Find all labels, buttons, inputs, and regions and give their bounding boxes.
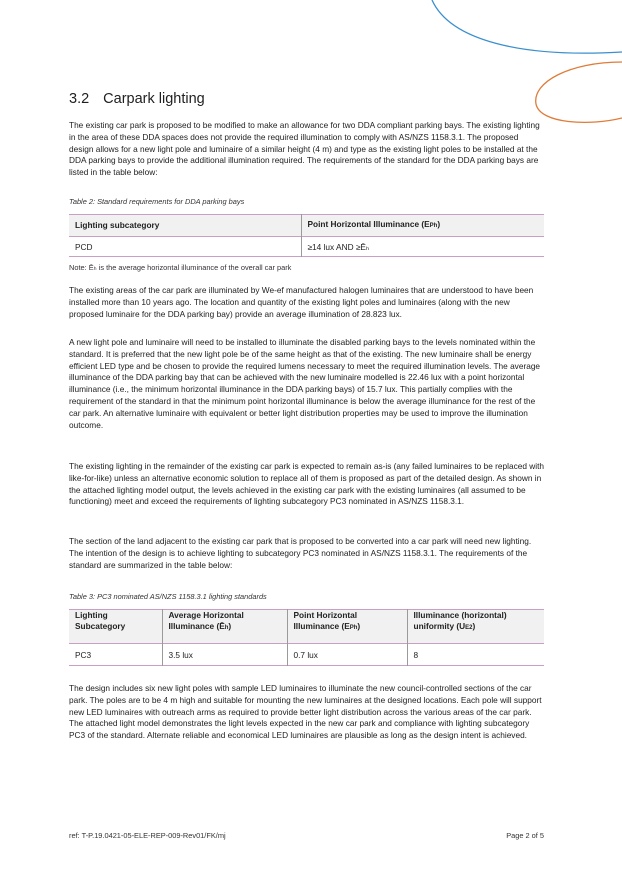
table2-header-point-illuminance: Point Horizontal Illuminance (EPh): [301, 215, 544, 237]
blue-arc: [432, 0, 622, 53]
paragraph-remainder: The existing lighting in the remainder of the existing car park is expected to remain as-is (any failed luminaires to be replaced with like-for-like) unless an alternative economic solution to replace all of them is proposed as part of the detailed design. As shown in the attached lighting model output, the levels achieved in the existing car park with the existing luminaires (all assumed to be functioning) meet and exceed the requirements of lighting subcategory PC3 nominated in AS/NZS 1158.3.1.: [69, 461, 545, 507]
table2-cell-illuminance: ≥14 lux AND ≥Ēₕ: [307, 241, 370, 252]
paragraph-new-light-pole: A new light pole and luminaire will need to be installed to illuminate the disabled parking bays to the levels nominated within the standard. It is preferred that the new light pole be of the same height as that of the existing. The new luminaire shall be energy efficient LED type and be chosen to provide the required lumens necessary to meet the required illumination levels. The average illuminance of the DDA parking bay that can be achieved with the new luminaire modelled is 22.46 lux with a point horizontal illuminance (i.e., the minimum horizontal illuminance in the DDA parking bays) of 15.7 lux. This partially complies with the requirement of the standard in that the minimum point horizontal illuminance is below the average illuminance for the rest of the car park. An alternative luminaire with equivalent or better light distribution properties may be used to improve the illumination outcome.: [69, 337, 541, 430]
table3-header-average-illuminance: Average Horizontal Illuminance (Ēh): [162, 610, 287, 644]
table3-cell-point: 0.7 lux: [287, 644, 407, 666]
table2-cell-subcategory: PCD: [69, 237, 301, 257]
table3-cell-subcategory: PC3: [69, 644, 162, 666]
paragraph-adjacent-land: The section of the land adjacent to the existing car park that is proposed to be converted into a car park will need new lighting. The intention of the design is to achieve lighting to subcategory PC3 nominated in AS/NZS 1158.3.1. The requirements of the standard are summarized in the table below:: [69, 536, 532, 570]
table-row: [69, 237, 544, 257]
table2-note: Note: Ēₕ is the average horizontal illuminance of the overall car park: [69, 263, 292, 272]
table3-caption: Table 3: PC3 nominated AS/NZS 1158.3.1 lighting standards: [69, 592, 267, 601]
paragraph-design-poles: The design includes six new light poles with sample LED luminaires to illuminate the new council-controlled sections of the car park. The poles are to be 4 m high and suitable for mounting the new luminaires at the designed locations. Each pole will support new LED luminaires with outreach arms as required to provide better light distribution across the various areas of the car park. The attached light model demonstrates the light levels expected in the new car park and compliance with lighting subcategory PC3 of the standard. Alternate reliable and economical LED luminaires are plausible as long as the design intent is achieved.: [69, 683, 542, 741]
footer-page-number: Page 2 of 5: [506, 831, 544, 840]
table3-cell-average: 3.5 lux: [162, 644, 287, 666]
paragraph-existing-areas: The existing areas of the car park are illuminated by We-ef manufactured halogen luminaires that are understood to have been installed more than 10 years ago. The location and quantity of the existing light poles and luminaires (along with the new proposed luminaire for the DDA parking bay) provide an average illumination of 28.823 lux.: [69, 285, 534, 319]
table3-header-subcategory: Lighting Subcategory: [69, 610, 162, 644]
table2-header-subcategory: Lighting subcategory: [69, 215, 301, 237]
orange-arc: [536, 62, 622, 122]
table3-cell-uniformity: 8: [413, 649, 419, 660]
table3-header-point-illuminance: Point Horizontal Illuminance (EPh): [287, 610, 407, 644]
section-number: 3.2: [69, 91, 90, 107]
section-heading: [69, 91, 205, 107]
table-dda-requirements: [69, 214, 544, 257]
decorative-arcs: [0, 0, 622, 130]
table2-caption: Table 2: Standard requirements for DDA parking bays: [69, 197, 245, 206]
section-title: Carpark lighting: [103, 91, 205, 107]
footer-reference: ref: T-P.19.0421-05-ELE-REP-009-Rev01/FK/mj: [69, 831, 226, 840]
table-pc3-standards: [69, 609, 544, 666]
paragraph-intro: The existing car park is proposed to be modified to make an allowance for two DDA compliant parking bays. The existing lighting in the area of these DDA spaces does not provide the required illumination to comply with AS/NZS 1158.3.1. The proposed design allows for a new light pole and luminaire of a similar height (4 m) and type as the existing light poles to be installed at the DDA parking bays to provide the additional illumination required. The requirements of the standard for the DDA parking bays are listed in the table below:: [69, 120, 540, 178]
table3-header-uniformity: Illuminance (horizontal) uniformity (UE2): [407, 610, 544, 644]
table-row: [69, 644, 544, 666]
